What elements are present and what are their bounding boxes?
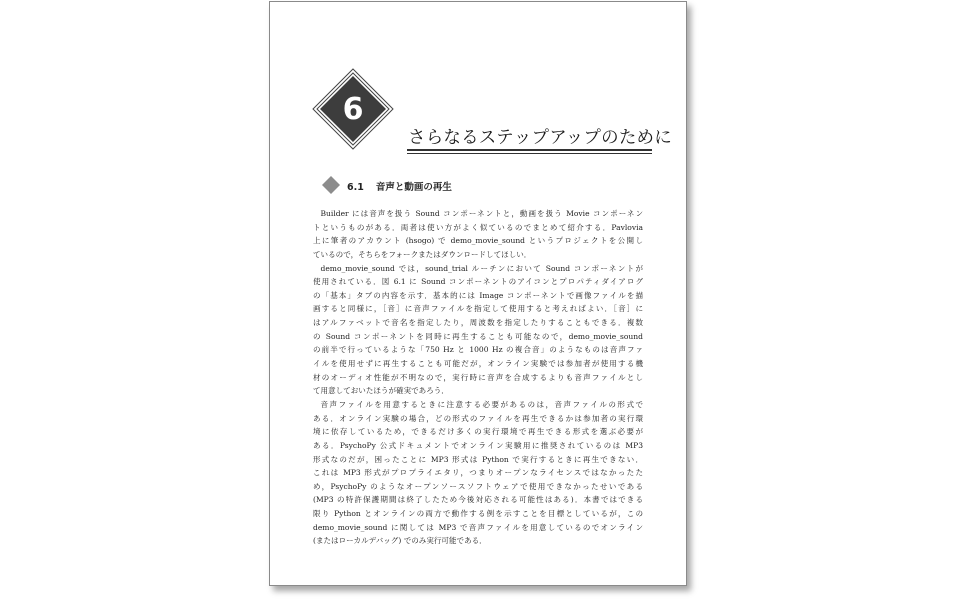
text-line: の前半で行っているような「750 Hz と 1000 Hz の複合音」のようなものは音声ファ — [313, 345, 643, 355]
text-line: Builder には音声を扱う Sound コンポーネントと，動画を扱う Movie コンポーネン — [320, 209, 643, 218]
text-line: 音声ファイルを用意するときに注意する必要があるのは，音声ファイルの形式で — [320, 399, 643, 409]
chapter-number-wrap — [312, 68, 394, 150]
text-line: 使用されている．図 6.1 に Sound コンポーネントのアイコンとプロパティダイアログ — [313, 277, 643, 287]
text-line: ある．オンライン実験の場合，どの形式のファイルを再生できるかは参加者の実行環 — [313, 413, 643, 423]
text-line: トというものがある．両者は使い方がよく似ているのでまとめて紹介する．Pavlovia — [313, 222, 643, 232]
text-line: はアルファベットで音名を指定したり，周波数を指定したりすることもできる．複数 — [313, 318, 643, 328]
chapter-title-rule — [407, 149, 652, 151]
section-title: 音声と動画の再生 — [375, 182, 452, 193]
section-heading — [347, 179, 452, 193]
text-line: (MP3 の特許保護期間は終了したため今後対応される可能性はある)．本書ではできる — [313, 495, 643, 505]
chapter-number: 6 — [342, 91, 364, 127]
text-line: 上に筆者のアカウント (hsogo) で demo_movie_sound というプロジェクトを公開し — [313, 236, 643, 246]
text-line: 境に依存しているため，できるだけ多くの実行環境で再生できる形式を選ぶ必要が — [313, 427, 643, 437]
text-line: 形式なのだが，困ったことに MP3 形式は Python で実行するときに再生できない． — [313, 454, 643, 464]
text-line: 材のオーディオ性能が不明なので，実行時に音声を合成するよりも音声ファイルとし — [313, 372, 643, 382]
text-line: て用意しておいたほうが確実であろう． — [313, 386, 449, 396]
text-line: の Sound コンポーネントを同時に再生することも可能なので，demo_movie_sound — [313, 331, 643, 341]
text-line: の「基本」タブの内容を示す．基本的には Image コンポーネントで画像ファイルを描 — [313, 290, 643, 300]
body-text — [313, 207, 643, 548]
chapter-title-rule-thin — [407, 153, 652, 154]
chapter-title: さらなるステップアップのために — [408, 128, 672, 148]
text-line: 画すると同様に，［音］に音声ファイルを指定して使用すると考えればよい．［音］に — [313, 304, 643, 314]
text-line: イルを使用せずに再生することも可能だが，オンライン実験では参加者が使用する機 — [313, 359, 643, 369]
text-line: demo_movie_sound では，sound_trial ルーチンにおいて Sound コンポーネントが — [320, 263, 643, 273]
text-line: 限り Python とオンラインの両方で動作する例を示すことを目標としているが，この — [313, 509, 643, 519]
book-page — [269, 1, 687, 586]
text-line: め，PsychoPy のようなオープンソースソフトウェアで使用できなかったせいである — [313, 481, 643, 491]
section-number: 6.1 — [347, 182, 364, 193]
text-line: これは MP3 形式がプロプライエタリ，つまりオープンなライセンスではなかったた — [313, 468, 643, 478]
section-diamond-icon — [322, 176, 340, 194]
text-line: demo_movie_sound に関しては MP3 で音声ファイルを用意しているのでオンライン — [313, 522, 643, 532]
text-line: ある．PsychoPy 公式ドキュメントでオンライン実験用に推奨されているのは MP3 — [313, 440, 643, 450]
text-line: (またはローカルデバッグ) でのみ実行可能である． — [313, 536, 487, 546]
text-line: ているので，そちらをフォークまたはダウンロードしてほしい． — [313, 249, 532, 259]
